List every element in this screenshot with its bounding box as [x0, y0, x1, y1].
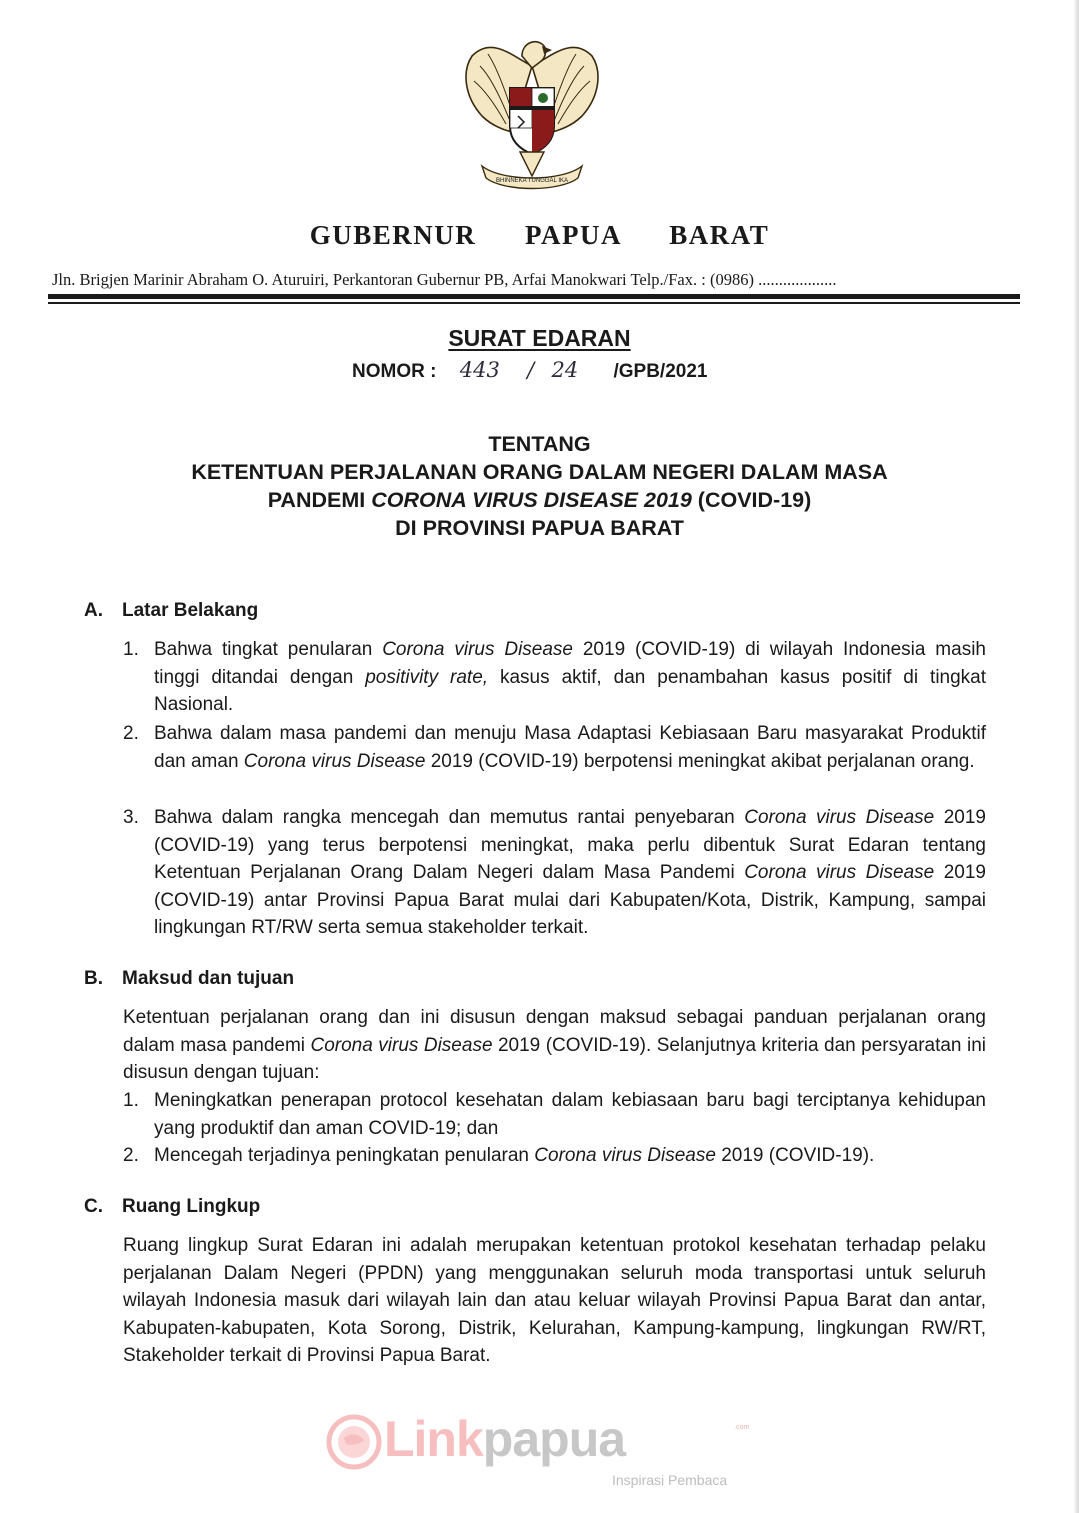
watermark-brand: Linkpapua	[384, 1411, 626, 1467]
header-rule-thick	[48, 294, 1020, 299]
section-c-body: Ruang lingkup Surat Edaran ini adalah merupakan ketentuan protokol kesehatan terhadap pelaku perjalanan Dalam Negeri (PPDN) yang menggunakan seluruh moda transportasi untuk seluruh wilayah Indonesia masuk dari wilayah lain dan atau keluar wilayah Provinsi Papua Barat dan antar, Kabupaten-kabupaten, Kota Sorong, Distrik, Kelurahan, Kampung-kampung, lingkungan RW/RT, Stakeholder terkait di Provinsi Papua Barat.	[123, 1235, 986, 1366]
nomor-suffix: /GPB/2021	[613, 361, 708, 382]
nomor-handwritten-2: 24	[551, 358, 579, 382]
issuer-address: Jln. Brigjen Marinir Abraham O. Aturuiri, Perkantoran Gubernur PB, Arfai Manokwari Telp./Fax. : (0986) ...................	[52, 270, 837, 289]
subject-line-4: DI PROVINSI PAPUA BARAT	[395, 516, 684, 540]
section-a-heading: A. Latar Belakang	[84, 600, 259, 621]
section-b-heading: B. Maksud dan tujuan	[84, 968, 295, 989]
section-a-item-1: 1. Bahwa tingkat penularan Corona virus Disease 2019 (COVID-19) di wilayah Indonesia masih tinggi ditandai dengan positivity rate, kasus aktif, dan penambahan kasus positif di tingkat Nasional.	[123, 639, 987, 715]
section-a-item-2: 2. Bahwa dalam masa pandemi dan menuju Masa Adaptasi Kebiasaan Baru masyarakat Produktif dan aman Corona virus Disease 2019 (COVID-19) berpotensi meningkat akibat perjalanan orang.	[123, 723, 986, 772]
linkpapua-watermark	[326, 1410, 756, 1500]
document-number	[352, 358, 707, 383]
section-a-item-3: 3. Bahwa dalam rangka mencegah dan memutus rantai penyebaran Corona virus Disease 2019 (COVID-19) yang terus berpotensi meningkat, maka perlu dibentuk Surat Edaran tentang Ketentuan Perjalanan Orang Dalam Negeri dalam Masa Pandemi Corona virus Disease 2019 (COVID-19) antar Provinsi Papua Barat mulai dari Kabupaten/Kota, Distrik, Kampung, sampai lingkungan RT/RW serta semua stakeholder terkait.	[123, 807, 986, 938]
section-b-item-1: 1. Meningkatkan penerapan protocol kesehatan dalam kebiasaan baru bagi terciptanya kehidupan yang produktif dan aman COVID-19; dan	[123, 1090, 986, 1139]
nomor-handwritten-1: 443	[459, 358, 500, 382]
subject-line-3: PANDEMI CORONA VIRUS DISEASE 2019 (COVID-19)	[267, 488, 812, 512]
nomor-label: NOMOR :	[352, 361, 437, 382]
header-rule-thin	[48, 302, 1020, 304]
globe-logo-icon	[326, 1414, 382, 1470]
subject-line-1: TENTANG	[488, 432, 591, 456]
garuda-emblem-icon	[452, 26, 612, 196]
section-c-heading: C. Ruang Lingkup	[84, 1196, 261, 1217]
document-title: SURAT EDARAN	[448, 325, 631, 351]
section-b-intro: Ketentuan perjalanan orang dan ini disusun dengan maksud sebagai panduan perjalanan orang dalam masa pandemi Corona virus Disease 2019 (COVID-19). Selanjutnya kriteria dan persyaratan ini disusun dengan tujuan:	[123, 1007, 986, 1083]
document-subject	[0, 430, 1079, 542]
emblem-motto: BHINNEKA TUNGGAL IKA	[495, 178, 569, 184]
watermark-com: .com	[734, 1424, 750, 1431]
nomor-separator: /	[527, 358, 535, 382]
section-b-item-2: 2. Mencegah terjadinya peningkatan penularan Corona virus Disease 2019 (COVID-19).	[123, 1145, 875, 1166]
watermark-tagline: Inspirasi Pembaca	[612, 1472, 728, 1488]
subject-line-2: KETENTUAN PERJALANAN ORANG DALAM NEGERI DALAM MASA	[191, 460, 888, 484]
issuer-title: GUBERNUR PAPUA BARAT	[309, 220, 770, 250]
